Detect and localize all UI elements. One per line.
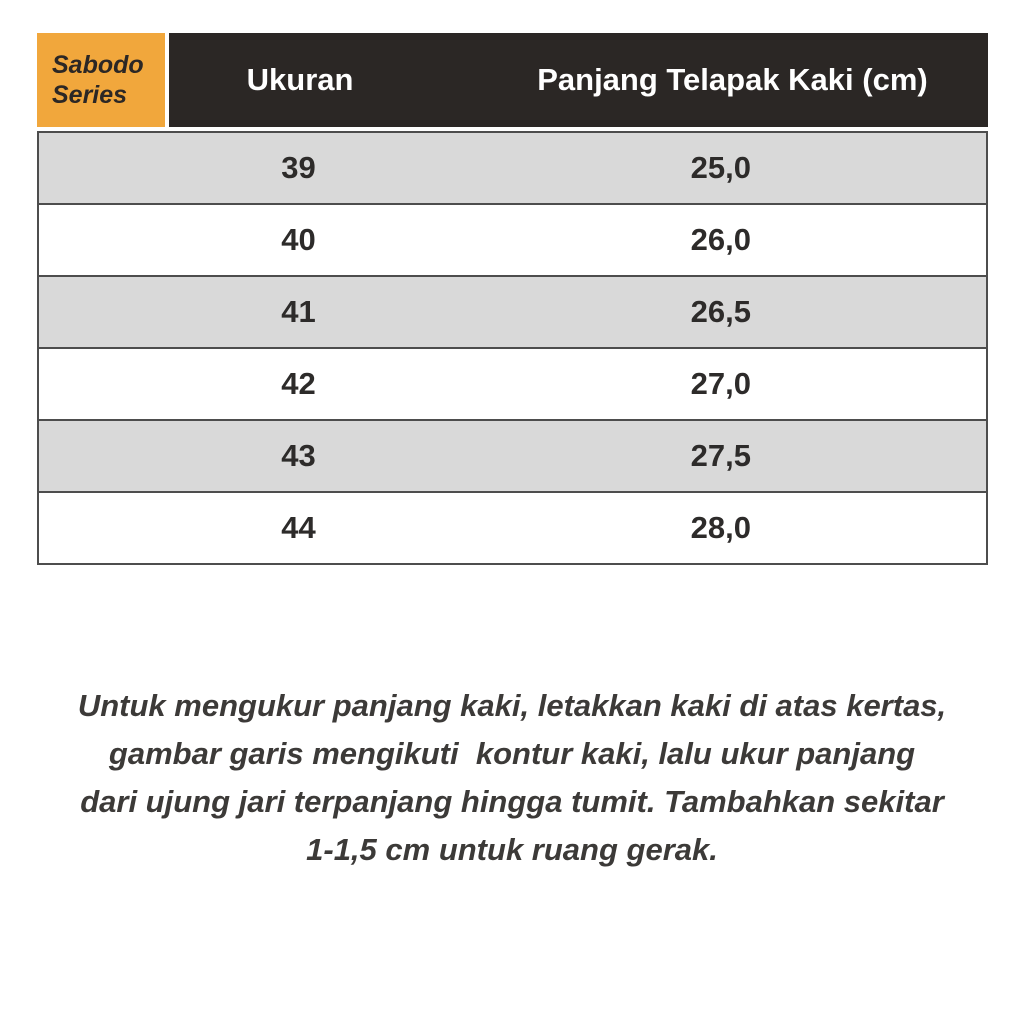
measurement-note (0, 682, 1024, 874)
size-cell: 40 (281, 222, 316, 257)
series-badge-label: Sabodo Series (52, 50, 144, 109)
table-body (37, 131, 988, 565)
table-row (39, 203, 986, 275)
size-cell: 42 (281, 366, 316, 401)
table-row (39, 133, 986, 203)
note-line: gambar garis mengikuti kontur kaki, lalu ukur panjang (108, 736, 916, 771)
series-badge (37, 33, 165, 127)
length-cell: 25,0 (690, 150, 751, 185)
size-cell: 43 (281, 438, 316, 473)
table-row (39, 347, 986, 419)
size-cell: 44 (281, 510, 316, 545)
column-header-size: Ukuran (246, 62, 354, 97)
size-cell: 39 (281, 150, 316, 185)
length-cell: 26,5 (690, 294, 751, 329)
length-cell: 27,5 (690, 438, 751, 473)
length-cell: 27,0 (690, 366, 751, 401)
note-line: dari ujung jari terpanjang hingga tumit. Tambahkan sekitar (80, 784, 944, 819)
table-row (39, 419, 986, 491)
table-row (39, 275, 986, 347)
note-line: 1-1,5 cm untuk ruang gerak. (306, 832, 718, 867)
column-header-foot-length: Panjang Telapak Kaki (cm) (537, 62, 928, 97)
table-row (39, 491, 986, 563)
table-header (37, 33, 988, 127)
length-cell: 28,0 (690, 510, 751, 545)
note-line: Untuk mengukur panjang kaki, letakkan kaki di atas kertas, (77, 688, 947, 723)
size-cell: 41 (281, 294, 316, 329)
length-cell: 26,0 (690, 222, 751, 257)
header-bar (169, 33, 988, 127)
size-chart-table (37, 33, 988, 565)
